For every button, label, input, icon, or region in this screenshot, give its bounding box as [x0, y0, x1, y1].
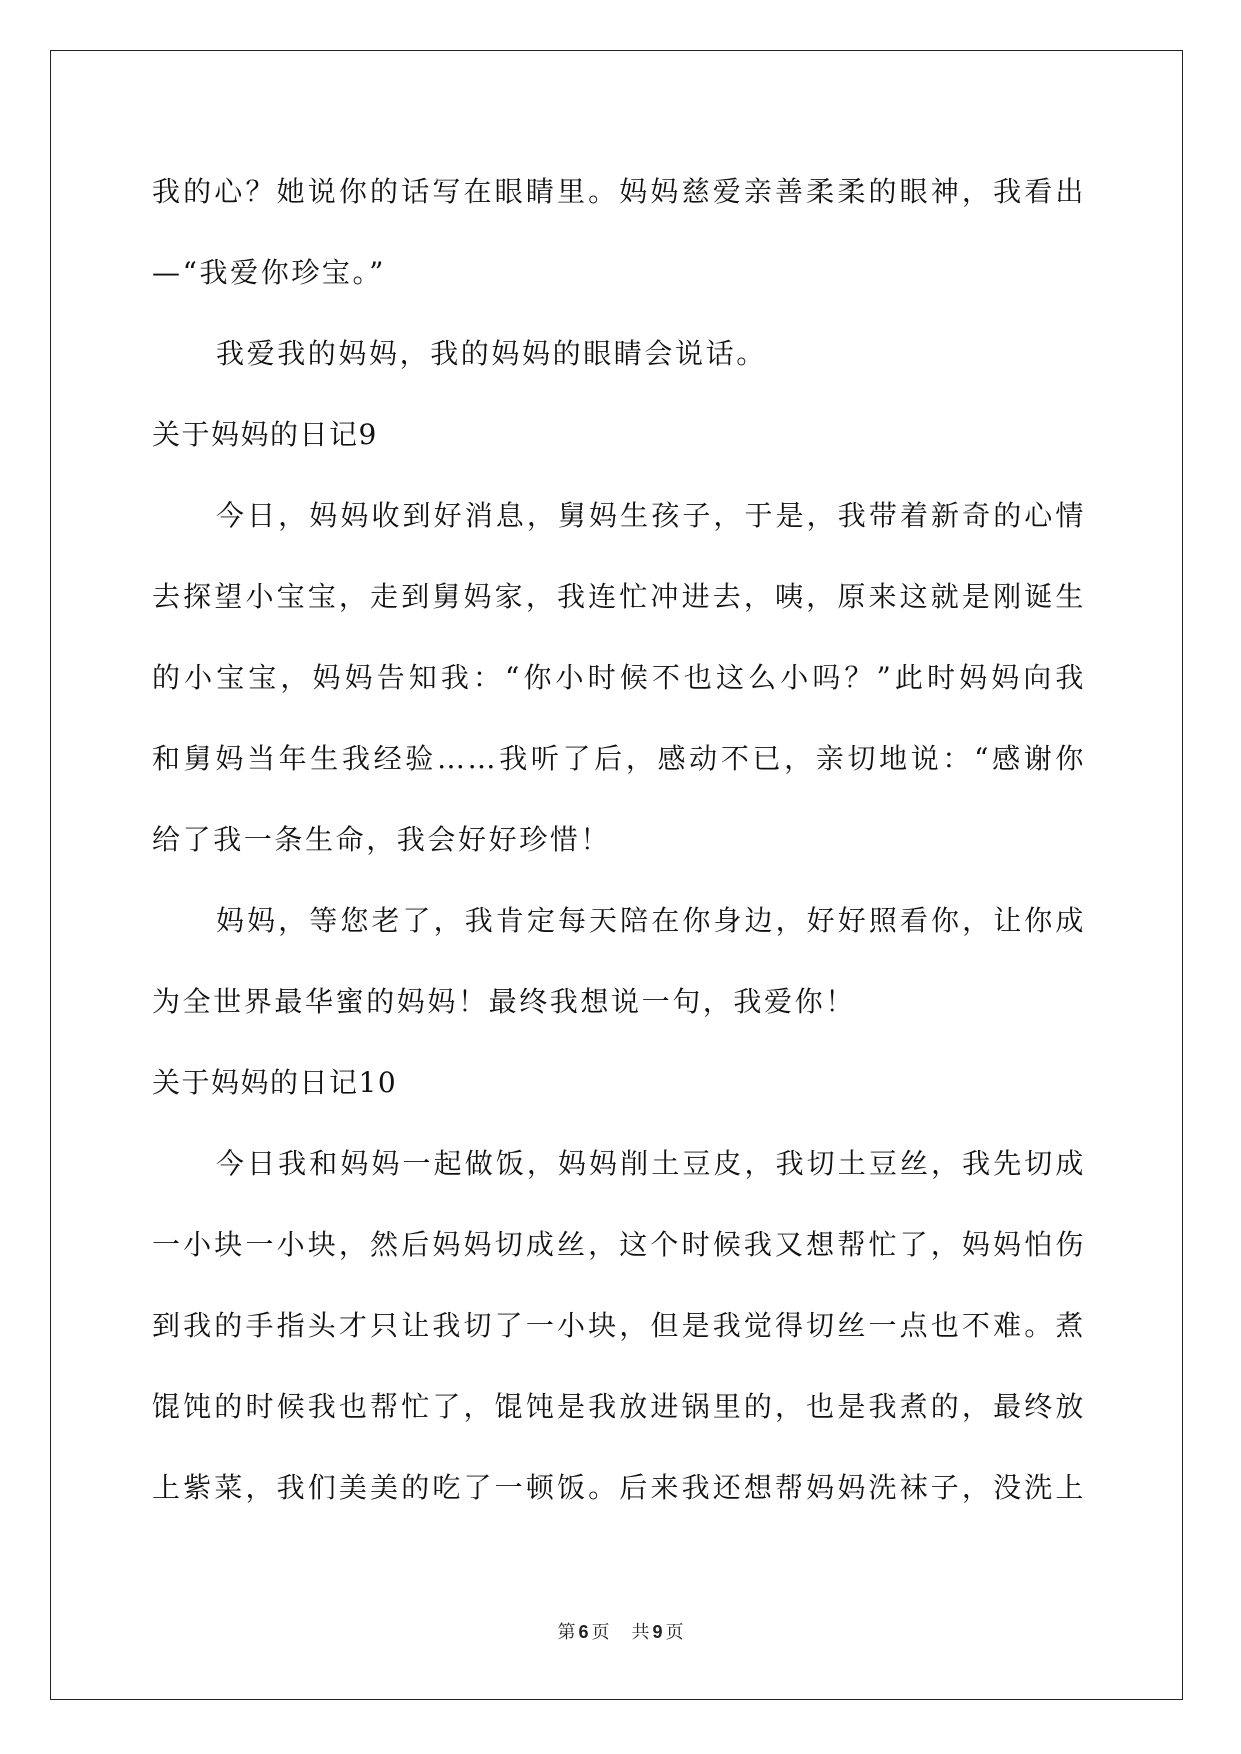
current-page-number: 6: [578, 1622, 589, 1642]
footer-total-suffix: 页: [665, 1622, 684, 1643]
section-heading: 关于妈妈的日记9: [152, 418, 378, 451]
text-line: 给了我一条生命，我会好好珍惜！: [152, 823, 612, 856]
text-line: 馄饨的时候我也帮忙了，馄饨是我放进锅里的，也是我煮的，最终放: [152, 1390, 1086, 1423]
text-line: —“我爱你珍宝。”: [152, 256, 387, 289]
section-heading: 关于妈妈的日记10: [152, 1066, 398, 1099]
paragraph-line: 今日我和妈妈一起做饭，妈妈削土豆皮，我切土豆丝，我先切成: [216, 1147, 1086, 1180]
text-line: 上紫菜，我们美美的吃了一顿饭。后来我还想帮妈妈洗袜子，没洗上: [152, 1471, 1086, 1504]
footer-total-prefix: 共: [631, 1622, 650, 1643]
paragraph-line: 今日，妈妈收到好消息，舅妈生孩子，于是，我带着新奇的心情: [216, 499, 1086, 532]
footer-prefix: 第: [557, 1622, 576, 1643]
text-line: 我的心？她说你的话写在眼睛里。妈妈慈爱亲善柔柔的眼神，我看出: [152, 175, 1086, 208]
document-body: [152, 164, 1086, 1541]
page-footer: [0, 1618, 1241, 1644]
text-line: 到我的手指头才只让我切了一小块，但是我觉得切丝一点也不难。煮: [152, 1309, 1086, 1342]
text-line: 为全世界最华蜜的妈妈！最终我想说一句，我爱你！: [152, 985, 856, 1018]
total-pages-number: 9: [652, 1622, 663, 1642]
text-line: 去探望小宝宝，走到舅妈家，我连忙冲进去，咦，原来这就是刚诞生: [152, 580, 1086, 613]
text-line: 的小宝宝，妈妈告知我：“你小时候不也这么小吗？”此时妈妈向我: [152, 661, 1086, 694]
text-line: 一小块一小块，然后妈妈切成丝，这个时候我又想帮忙了，妈妈怕伤: [152, 1228, 1086, 1261]
text-line: 和舅妈当年生我经验……我听了后，感动不已，亲切地说：“感谢你: [152, 742, 1086, 775]
footer-page-word: 页: [591, 1622, 610, 1643]
paragraph-line: 妈妈，等您老了，我肯定每天陪在你身边，好好照看你，让你成: [216, 904, 1086, 937]
paragraph-line: 我爱我的妈妈，我的妈妈的眼睛会说话。: [216, 337, 767, 370]
